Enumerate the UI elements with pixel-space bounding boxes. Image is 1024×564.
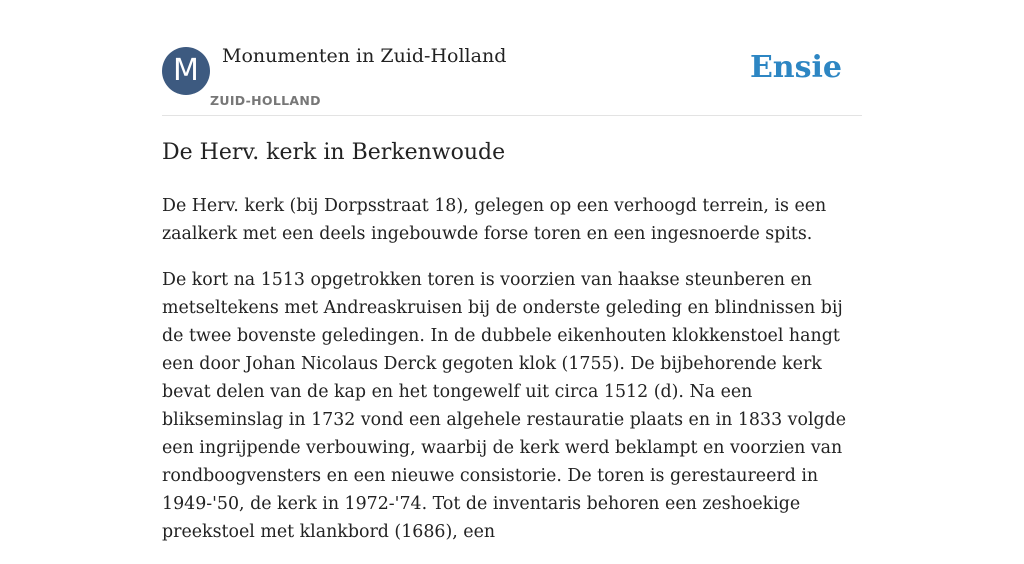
brand-logo[interactable]: Ensie [749,50,842,85]
category-label[interactable]: ZUID-HOLLAND [210,93,321,108]
header [162,0,862,116]
content-container [162,0,862,542]
article-paragraph: De Herv. kerk (bij Dorpsstraat 18), gelegen op een verhoogd terrein, is een zaalkerk met een deels ingebouwde forse toren en een ingesnoerde spits. [162,196,827,244]
article-paragraph: De kort na 1513 opgetrokken toren is voorzien van haakse steunberen en metseltekens met Andreaskruisen bij de onderste geleding en blindnissen bij de twee bovenste geledingen. In de dubbele eikenhouten klokkenstoel hangt een door Johan Nicolaus Derck gegoten klok (1755). De bijbehorende kerk bevat delen van de kap en het tongewelf uit circa 1512 (d). Na een blikseminslag in 1732 vond een algehele restauratie plaats en in 1833 volgde een ingrijpende verbouwing, waarbij de kerk werd beklampt en voorzien van rondboogvensters en een nieuwe consistorie. De toren is gerestaureerd in 1949-'50, de kerk in 1972-'74. Tot de inventaris behoren een zeshoekige preekstoel met klankbord (1686), een [162,270,847,542]
article-body [162,192,862,564]
avatar[interactable]: M [162,47,210,95]
article-title: De Herv. kerk in Berkenwoude [162,140,506,165]
site-title[interactable]: Monumenten in Zuid-Holland [222,45,507,67]
